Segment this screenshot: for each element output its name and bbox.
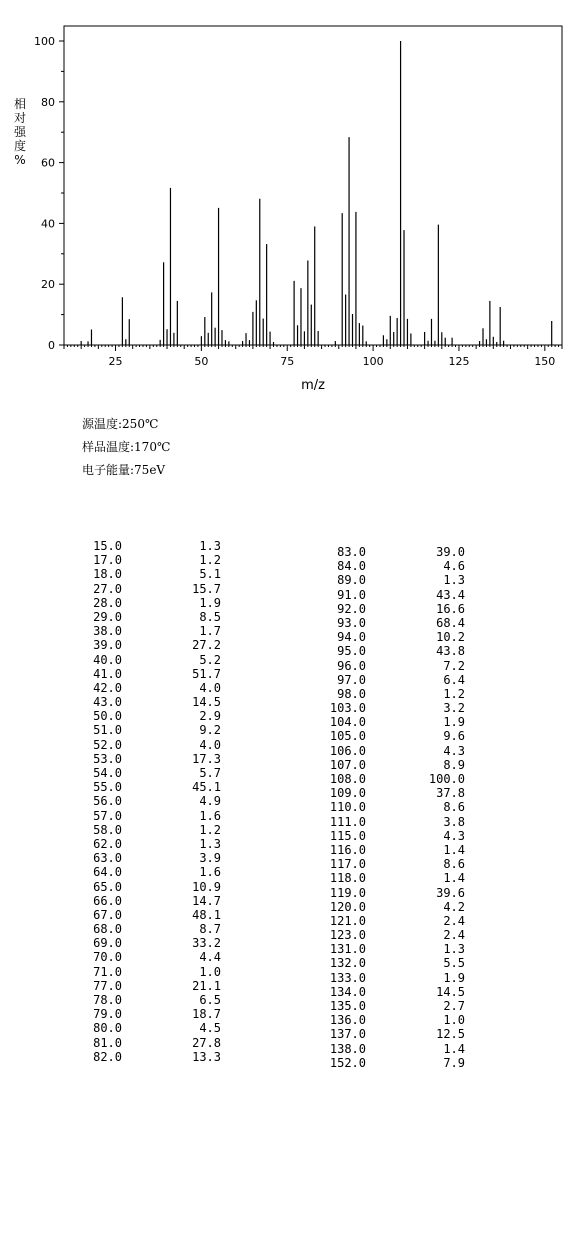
peak-intensity: 17.3 <box>192 751 221 766</box>
y-axis-label-char: 对 <box>13 111 27 125</box>
peak-row <box>326 673 465 687</box>
peak-row <box>82 794 221 808</box>
peak-intensity: 5.1 <box>199 567 221 582</box>
peak-table-left <box>82 539 221 1064</box>
peak-row <box>82 780 221 794</box>
peak-mz: 89.0 <box>337 573 366 588</box>
peak-row <box>82 837 221 851</box>
y-tick-label: 40 <box>41 217 55 231</box>
peak-intensity: 14.5 <box>436 984 465 999</box>
peak-row <box>326 758 465 772</box>
peak-mz: 71.0 <box>93 964 122 979</box>
x-tick-label: 25 <box>108 355 123 368</box>
peak-row <box>82 950 221 964</box>
peak-intensity: 1.3 <box>443 942 465 957</box>
peak-intensity: 8.7 <box>199 922 221 937</box>
peak-mz: 107.0 <box>329 757 366 772</box>
x-tick-label: 125 <box>448 355 470 368</box>
y-axis-label-char: 度 <box>13 139 27 153</box>
peak-intensity: 1.9 <box>443 970 465 985</box>
peak-row <box>82 709 221 723</box>
peak-intensity: 14.7 <box>192 893 221 908</box>
peak-intensity: 1.2 <box>443 686 465 701</box>
peak-row <box>326 956 465 970</box>
peak-intensity: 9.6 <box>443 729 465 744</box>
peak-intensity: 8.6 <box>443 800 465 815</box>
peak-intensity: 10.9 <box>192 879 221 894</box>
peak-intensity: 16.6 <box>436 601 465 616</box>
peak-mz: 38.0 <box>93 624 122 639</box>
mass-spectrum-chart <box>0 0 570 400</box>
x-tick-label: 150 <box>534 355 556 368</box>
peak-intensity: 4.0 <box>199 680 221 695</box>
peak-intensity: 37.8 <box>436 786 465 801</box>
peak-intensity: 7.9 <box>443 1055 465 1070</box>
peak-mz: 65.0 <box>93 879 122 894</box>
peak-mz: 50.0 <box>93 709 122 724</box>
peak-mz: 118.0 <box>329 871 366 886</box>
peak-mz: 68.0 <box>93 922 122 937</box>
peak-mz: 82.0 <box>93 1049 122 1064</box>
peak-mz: 95.0 <box>337 644 366 659</box>
peak-mz: 91.0 <box>337 587 366 602</box>
peak-intensity: 1.3 <box>199 539 221 553</box>
peak-mz: 83.0 <box>337 545 366 559</box>
electron-energy: 电子能量:75eV <box>82 463 166 477</box>
peak-intensity: 8.6 <box>443 857 465 872</box>
peak-mz: 66.0 <box>93 893 122 908</box>
peak-mz: 40.0 <box>93 652 122 667</box>
peak-intensity: 14.5 <box>192 695 221 710</box>
peak-row <box>326 942 465 956</box>
peak-row <box>326 602 465 616</box>
peak-row <box>82 596 221 610</box>
peak-intensity: 4.3 <box>443 743 465 758</box>
peak-mz: 56.0 <box>93 794 122 809</box>
peak-row <box>82 553 221 567</box>
peak-row <box>326 687 465 701</box>
peak-mz: 117.0 <box>329 857 366 872</box>
peak-mz: 63.0 <box>93 851 122 866</box>
peak-mz: 15.0 <box>93 539 122 553</box>
peak-row <box>326 630 465 644</box>
peak-intensity: 4.0 <box>199 737 221 752</box>
peak-intensity: 1.2 <box>199 822 221 837</box>
peak-intensity: 6.5 <box>199 993 221 1007</box>
peak-mz: 94.0 <box>337 630 366 645</box>
peak-row <box>82 865 221 879</box>
peak-row <box>82 638 221 652</box>
peak-intensity: 1.9 <box>443 715 465 730</box>
peak-row <box>82 1007 221 1021</box>
peak-intensity: 1.3 <box>199 836 221 851</box>
source-temperature: 源温度:250℃ <box>82 417 159 431</box>
peak-mz: 84.0 <box>337 559 366 574</box>
peak-intensity: 43.8 <box>436 644 465 659</box>
peak-intensity: 12.5 <box>436 1027 465 1042</box>
peak-row <box>82 624 221 638</box>
peak-mz: 67.0 <box>93 907 122 922</box>
peak-row <box>326 701 465 715</box>
peak-row <box>326 715 465 729</box>
peak-row <box>326 985 465 999</box>
peak-intensity: 9.2 <box>199 723 221 738</box>
peak-intensity: 5.5 <box>443 956 465 971</box>
peak-mz: 105.0 <box>329 729 366 744</box>
peak-intensity: 2.4 <box>443 913 465 928</box>
x-axis <box>64 345 562 368</box>
peak-mz: 58.0 <box>93 822 122 837</box>
peak-intensity: 1.0 <box>443 1013 465 1028</box>
y-axis-label-char: 相 <box>13 97 27 111</box>
peak-row <box>326 1027 465 1041</box>
peak-mz: 152.0 <box>329 1055 366 1070</box>
peak-intensity: 1.7 <box>199 624 221 639</box>
y-axis-label-char: 强 <box>13 125 27 139</box>
peak-intensity: 7.2 <box>443 658 465 673</box>
peak-row <box>82 539 221 553</box>
peak-intensity: 33.2 <box>192 936 221 951</box>
peak-row <box>326 857 465 871</box>
peak-mz: 93.0 <box>337 615 366 630</box>
peak-row <box>326 900 465 914</box>
peak-mz: 92.0 <box>337 601 366 616</box>
peak-intensity: 4.3 <box>443 828 465 843</box>
peak-row <box>82 582 221 596</box>
peak-mz: 80.0 <box>93 1021 122 1036</box>
peak-mz: 116.0 <box>329 842 366 857</box>
peak-row <box>326 999 465 1013</box>
peak-mz: 77.0 <box>93 978 122 993</box>
peak-mz: 132.0 <box>329 956 366 971</box>
peak-mz: 109.0 <box>329 786 366 801</box>
peak-intensity: 1.3 <box>443 573 465 588</box>
peak-mz: 138.0 <box>329 1041 366 1056</box>
peak-mz: 123.0 <box>329 928 366 943</box>
peak-intensity: 4.2 <box>443 899 465 914</box>
peak-mz: 134.0 <box>329 984 366 999</box>
peak-row <box>82 979 221 993</box>
peak-mz: 136.0 <box>329 1013 366 1028</box>
peak-intensity: 4.5 <box>199 1021 221 1036</box>
peak-row <box>326 1042 465 1056</box>
peak-mz: 18.0 <box>93 567 122 582</box>
peak-mz: 78.0 <box>93 993 122 1007</box>
peak-row <box>82 880 221 894</box>
peak-mz: 57.0 <box>93 808 122 823</box>
peak-intensity: 1.2 <box>199 553 221 568</box>
peak-intensity: 43.4 <box>436 587 465 602</box>
y-tick-label: 20 <box>41 278 55 292</box>
peak-mz: 115.0 <box>329 828 366 843</box>
peak-intensity: 21.1 <box>192 978 221 993</box>
peak-intensity: 51.7 <box>192 666 221 681</box>
peak-row <box>326 545 465 559</box>
peak-intensity: 5.7 <box>199 766 221 780</box>
peak-mz: 96.0 <box>337 658 366 673</box>
peak-mz: 133.0 <box>329 970 366 985</box>
peak-mz: 135.0 <box>329 999 366 1013</box>
peak-intensity: 3.9 <box>199 851 221 866</box>
peak-row <box>82 809 221 823</box>
peak-intensity: 8.9 <box>443 757 465 772</box>
peak-row <box>82 1021 221 1035</box>
peak-intensity: 2.9 <box>199 709 221 724</box>
peak-mz: 29.0 <box>93 609 122 624</box>
peak-intensity: 1.0 <box>199 964 221 979</box>
peak-row <box>326 559 465 573</box>
x-tick-label: 75 <box>280 355 295 368</box>
peak-intensity: 8.5 <box>199 609 221 624</box>
peak-row <box>326 616 465 630</box>
peak-intensity: 3.2 <box>443 701 465 716</box>
peak-intensity: 27.8 <box>192 1035 221 1050</box>
peak-row <box>326 1013 465 1027</box>
peak-intensity: 13.3 <box>192 1049 221 1064</box>
peak-row <box>326 659 465 673</box>
spectrum-bars <box>81 41 552 345</box>
peak-row <box>326 886 465 900</box>
peak-intensity: 1.9 <box>199 595 221 610</box>
y-tick-label: 0 <box>48 339 55 352</box>
peak-row <box>326 800 465 814</box>
peak-mz: 41.0 <box>93 666 122 681</box>
peak-mz: 81.0 <box>93 1035 122 1050</box>
peak-row <box>326 744 465 758</box>
peak-intensity: 39.6 <box>436 885 465 900</box>
peak-intensity: 3.8 <box>443 814 465 829</box>
y-tick-label: 60 <box>41 156 55 170</box>
peak-intensity: 4.9 <box>199 794 221 809</box>
peak-intensity: 39.0 <box>436 545 465 559</box>
peak-intensity: 27.2 <box>192 638 221 653</box>
peak-intensity: 2.7 <box>443 999 465 1013</box>
peak-intensity: 1.6 <box>199 808 221 823</box>
peak-row <box>82 993 221 1007</box>
peak-row <box>82 1050 221 1064</box>
peak-row <box>82 667 221 681</box>
peak-mz: 111.0 <box>329 814 366 829</box>
peak-mz: 27.0 <box>93 581 122 596</box>
peak-mz: 97.0 <box>337 672 366 687</box>
y-axis <box>34 35 64 352</box>
peak-mz: 55.0 <box>93 780 122 795</box>
peak-row <box>326 829 465 843</box>
peak-row <box>326 914 465 928</box>
peak-row <box>326 971 465 985</box>
peak-mz: 52.0 <box>93 737 122 752</box>
peak-row <box>326 786 465 800</box>
peak-row <box>82 723 221 737</box>
peak-mz: 70.0 <box>93 950 122 965</box>
peak-intensity: 1.4 <box>443 1041 465 1056</box>
peak-row <box>82 610 221 624</box>
peak-row <box>82 851 221 865</box>
peak-row <box>82 567 221 581</box>
peak-row <box>326 729 465 743</box>
peak-mz: 62.0 <box>93 836 122 851</box>
sample-temperature: 样品温度:170℃ <box>82 440 171 454</box>
peak-mz: 17.0 <box>93 553 122 568</box>
x-tick-label: 50 <box>194 355 209 368</box>
peak-mz: 103.0 <box>329 701 366 716</box>
peak-mz: 28.0 <box>93 595 122 610</box>
peak-row <box>326 871 465 885</box>
peak-intensity: 1.4 <box>443 842 465 857</box>
peak-mz: 51.0 <box>93 723 122 738</box>
peak-row <box>82 823 221 837</box>
x-axis-label: m/z <box>301 378 325 393</box>
peak-row <box>82 1036 221 1050</box>
peak-mz: 53.0 <box>93 751 122 766</box>
peak-table-right <box>326 545 465 1070</box>
peak-row <box>326 588 465 602</box>
peak-intensity: 6.4 <box>443 672 465 687</box>
peak-row <box>82 653 221 667</box>
peak-mz: 110.0 <box>329 800 366 815</box>
peak-mz: 106.0 <box>329 743 366 758</box>
peak-row <box>82 752 221 766</box>
peak-intensity: 18.7 <box>192 1007 221 1022</box>
peak-mz: 120.0 <box>329 899 366 914</box>
peak-row <box>326 1056 465 1070</box>
peak-row <box>82 766 221 780</box>
peak-intensity: 4.6 <box>443 559 465 574</box>
peak-row <box>82 908 221 922</box>
y-axis-label-char: % <box>14 153 26 167</box>
peak-row <box>82 965 221 979</box>
peak-intensity: 68.4 <box>436 615 465 630</box>
peak-intensity: 4.4 <box>199 950 221 965</box>
peak-mz: 131.0 <box>329 942 366 957</box>
peak-mz: 69.0 <box>93 936 122 951</box>
peak-mz: 79.0 <box>93 1007 122 1022</box>
peak-row <box>82 936 221 950</box>
peak-intensity: 1.6 <box>199 865 221 880</box>
y-tick-label: 80 <box>41 95 55 109</box>
peak-intensity: 5.2 <box>199 652 221 667</box>
peak-mz: 54.0 <box>93 766 122 780</box>
y-axis-label <box>14 96 27 167</box>
peak-mz: 64.0 <box>93 865 122 880</box>
peak-row <box>82 681 221 695</box>
peak-intensity: 2.4 <box>443 928 465 943</box>
peak-row <box>326 843 465 857</box>
peak-mz: 98.0 <box>337 686 366 701</box>
peak-mz: 121.0 <box>329 913 366 928</box>
x-tick-label: 100 <box>362 355 384 368</box>
peak-intensity: 10.2 <box>436 630 465 645</box>
peak-mz: 43.0 <box>93 695 122 710</box>
peak-intensity: 15.7 <box>192 581 221 596</box>
peak-row <box>82 894 221 908</box>
peak-row <box>82 695 221 709</box>
peak-row <box>82 922 221 936</box>
peak-mz: 39.0 <box>93 638 122 653</box>
peak-row <box>326 815 465 829</box>
plot-frame <box>64 26 562 345</box>
peak-row <box>326 928 465 942</box>
peak-mz: 119.0 <box>329 885 366 900</box>
peak-row <box>326 772 465 786</box>
peak-mz: 137.0 <box>329 1027 366 1042</box>
peak-row <box>326 644 465 658</box>
peak-mz: 104.0 <box>329 715 366 730</box>
y-tick-label: 100 <box>34 35 55 48</box>
peak-row <box>326 573 465 587</box>
peak-intensity: 48.1 <box>192 907 221 922</box>
peak-mz: 108.0 <box>329 772 366 786</box>
peak-intensity: 1.4 <box>443 871 465 886</box>
peak-intensity: 45.1 <box>192 780 221 795</box>
peak-row <box>82 738 221 752</box>
peak-intensity: 100.0 <box>428 772 465 786</box>
peak-mz: 42.0 <box>93 680 122 695</box>
